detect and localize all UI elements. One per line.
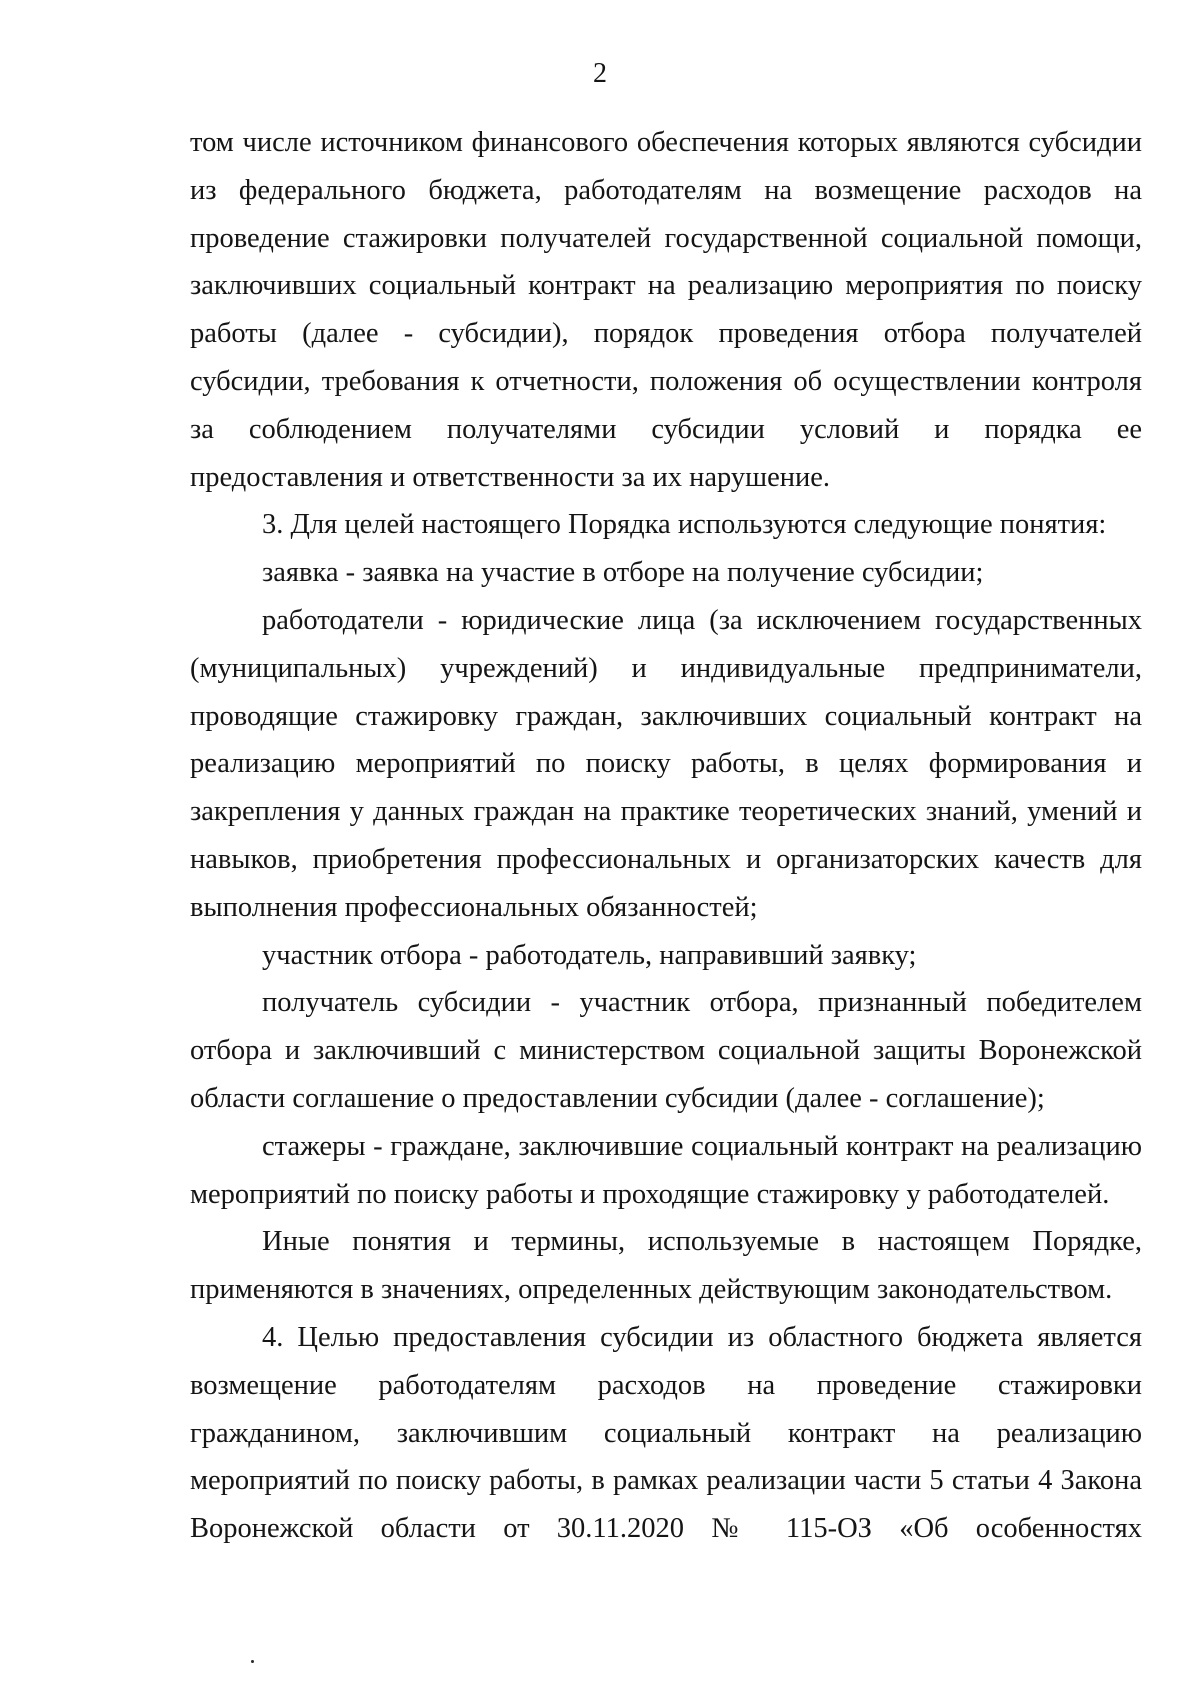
paragraph-other-terms: Иные понятия и термины, используемые в настоящем Порядке, применяются в значениях, определенных действующим законодательством. <box>190 1226 1142 1306</box>
document-body <box>190 119 1142 1553</box>
paragraph-definition-participant: участник отбора - работодатель, направивший заявку; <box>262 939 917 971</box>
paragraph-definition-interns: стажеры - граждане, заключившие социальный контракт на реализацию мероприятий по поиску работы и проходящие стажировку у работодателей. <box>190 1130 1142 1210</box>
paragraph-definition-recipient: получатель субсидии - участник отбора, признанный победителем отбора и заключивший с министерством социальной защиты Воронежской области соглашение о предоставлении субсидии (далее - соглашение); <box>190 987 1142 1114</box>
paragraph-subsidy-scope: том числе источником финансового обеспечения которых являются субсидии из федерального бюджета, работодателям на возмещение расходов на проведение стажировки получателей государственной социальной помощи, заключивших социальный контракт на реализацию мероприятия по поиску работы (далее - субсидии), порядок проведения отбора получателей субсидии, требования к отчетности, положения об осуществлении контроля за соблюдением получателями субсидии условий и порядка ее предоставления и ответственности за их нарушение. <box>190 127 1142 493</box>
paragraph-definition-application: заявка - заявка на участие в отборе на получение субсидии; <box>262 557 984 589</box>
page-number: 2 <box>593 58 607 89</box>
paragraph-item-4-purpose: 4. Целью предоставления субсидии из областного бюджета является возмещение работодателям расходов на проведение стажировки гражданином, заключившим социальный контракт на реализацию мероприятий по поиску работы, в рамках реализации части 5 статьи 4 Закона Воронежской области от 30.11.2020 № 115-ОЗ «Об особенностях <box>190 1321 1142 1545</box>
paragraph-item-3-definitions-intro: 3. Для целей настоящего Порядка используются следующие понятия: <box>262 509 1107 541</box>
scan-speck <box>251 1660 254 1663</box>
paragraph-definition-employers: работодатели - юридические лица (за исключением государственных (муниципальных) учреждений) и индивидуальные предприниматели, проводящие стажировку граждан, заключивших социальный контракт на реализацию мероприятий по поиску работы, в целях формирования и закрепления у данных граждан на практике теоретических знаний, умений и навыков, приобретения профессиональных и организаторских качеств для выполнения профессиональных обязанностей; <box>190 604 1142 923</box>
